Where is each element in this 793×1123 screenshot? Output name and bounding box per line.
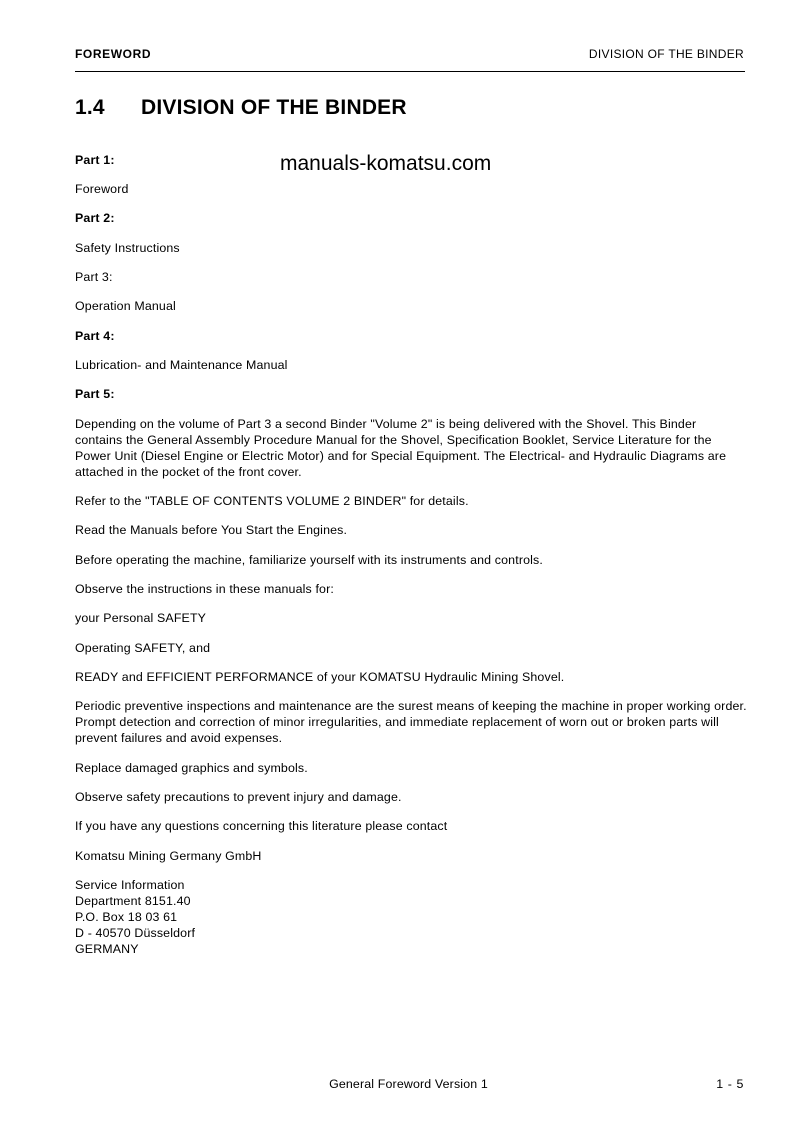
section-number: 1.4	[75, 96, 105, 119]
replace-paragraph: Replace damaged graphics and symbols.	[75, 761, 308, 775]
precautions-paragraph: Observe safety precautions to prevent injury and damage.	[75, 790, 402, 804]
refer-paragraph: Refer to the "TABLE OF CONTENTS VOLUME 2 BINDER" for details.	[75, 494, 469, 508]
page-title	[75, 96, 407, 120]
personal-safety-line: your Personal SAFETY	[75, 611, 207, 625]
address-line: Department 8151.40	[75, 894, 191, 908]
questions-paragraph: If you have any questions concerning this literature please contact	[75, 819, 448, 833]
read-paragraph: Read the Manuals before You Start the Engines.	[75, 523, 348, 537]
footer-page-number: 1 - 5	[716, 1077, 744, 1091]
header-section-label: FOREWORD	[75, 47, 152, 61]
periodic-paragraph: Periodic preventive inspections and maintenance are the surest means of keeping the machine in proper working order. Prompt detection and correction of minor irregularities, and immediate replacement of worn out or broken parts will prevent failures and avoid expenses.	[75, 699, 747, 745]
address-line: D - 40570 Düsseldorf	[75, 926, 196, 940]
header-divider	[75, 71, 745, 72]
part3-label: Part 3:	[75, 270, 113, 284]
header-chapter-title: DIVISION OF THE BINDER	[588, 47, 744, 61]
footer-document-version: General Foreword Version 1	[329, 1077, 488, 1091]
operating-safety-line: Operating SAFETY, and	[75, 641, 211, 655]
part3-text: Operation Manual	[75, 299, 176, 313]
volume-paragraph: Depending on the volume of Part 3 a second Binder "Volume 2" is being delivered with the Shovel. This Binder contains the General Assembly Procedure Manual for the Shovel, Specification Booklet, Service Literature for the Power Unit (Diesel Engine or Electric Motor) and for Special Equipment. The Electrical- and Hydraulic Diagrams are attached in the pocket of the front cover.	[75, 417, 727, 479]
part1-text: Foreword	[75, 182, 129, 196]
contact-address	[75, 877, 747, 957]
company-name: Komatsu Mining Germany GmbH	[75, 849, 262, 863]
observe-paragraph: Observe the instructions in these manuals for:	[75, 582, 334, 596]
part4-text: Lubrication- and Maintenance Manual	[75, 358, 288, 372]
part4-label: Part 4:	[75, 329, 115, 343]
address-line: Service Information	[75, 878, 185, 892]
address-line: P.O. Box 18 03 61	[75, 910, 178, 924]
part2-label: Part 2:	[75, 211, 115, 225]
part1-label: Part 1:	[75, 153, 115, 167]
part2-text: Safety Instructions	[75, 241, 180, 255]
watermark: manuals-komatsu.com	[280, 152, 492, 175]
address-line: GERMANY	[75, 942, 139, 956]
section-title: DIVISION OF THE BINDER	[141, 96, 407, 119]
before-paragraph: Before operating the machine, familiarize yourself with its instruments and controls.	[75, 553, 543, 567]
part5-label: Part 5:	[75, 387, 115, 401]
ready-paragraph: READY and EFFICIENT PERFORMANCE of your KOMATSU Hydraulic Mining Shovel.	[75, 670, 565, 684]
